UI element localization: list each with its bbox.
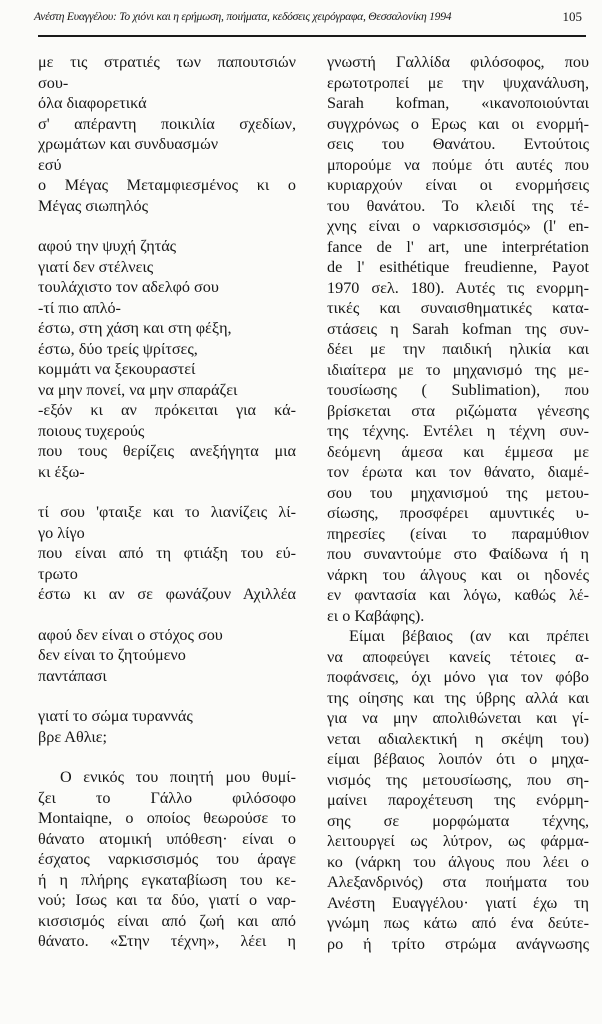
text-line: για να μην απολιθώνεται και γί- — [327, 709, 589, 727]
text-line: κο (νάρκη του άλγους που λέει ο — [327, 852, 589, 871]
text-line: που συναντούμε στο Φαίδωνα ή η — [327, 545, 589, 563]
text-line: βρε Αθλιε; — [38, 727, 108, 746]
right-column — [327, 52, 589, 954]
text-line: αφού δεν είναι ο στόχος σου — [38, 625, 223, 644]
text-line: Αλεξανδρινός) στα ποιήματα του — [327, 873, 589, 891]
text-line: γιατί το σώμα τυραννάς — [38, 707, 193, 725]
text-line: τί σου 'φταιξε και το λιανίζεις λί- — [38, 503, 296, 521]
text-line: αφού την ψυχή ζητάς — [38, 237, 177, 255]
text-line: εσύ — [38, 155, 62, 174]
text-line: γνωστή Γαλλίδα φιλόσοφος, που — [327, 53, 589, 71]
text-line: ποφάνσεις, όχι μόνο για τον φόβο — [327, 668, 589, 686]
stanza-gap — [38, 747, 296, 767]
text-line: Montaiqne, ο οποίος θεωρούσε το — [38, 809, 296, 827]
text-line: κομμάτι να ξεκουραστεί — [38, 360, 196, 378]
text-line: γο λίγο — [38, 523, 85, 542]
text-line: θάνατο ατομική υπόθεση· είναι ο — [38, 829, 296, 848]
text-line: χνης είναι ο ναρκισσισμός» (l' en- — [327, 217, 589, 235]
running-title: Ανέστη Ευαγγέλου: Το χιόνι και η ερήμωση, ποιήματα, κεδόσεις χειρόγραφα, Θεσσαλονίκη 1994 — [34, 10, 452, 23]
text-line: γιατί δεν στέλνεις — [38, 257, 154, 276]
text-line: τρωτο — [38, 564, 78, 583]
text-line: μαίνει παροχέτευση της ενόρμη- — [327, 791, 589, 809]
text-line: έσχατος ναρκισσισμός του άραγε — [38, 850, 296, 868]
text-line: με τις στρατιές των παπουτσιών — [38, 53, 296, 71]
text-line: συγχρόνως ο Ερως και οι ενορμή- — [327, 114, 589, 133]
left-column — [38, 52, 296, 952]
text-line: είμαι βέβαιος λοιπόν ότι ο μηχα- — [327, 750, 589, 768]
text-line: κυριαρχούν είναι οι ενορμήσεις — [327, 176, 589, 194]
text-line: σης σε μορφώματα τέχνης, — [327, 811, 589, 830]
text-line: ει ο Καβάφης). — [327, 606, 425, 625]
text-line: βρίσκεται στα ριζώματα γένεσης — [327, 401, 589, 420]
page-header — [34, 8, 582, 30]
stanza-gap — [38, 686, 296, 706]
text-line: τον έρωτα και τον θάνατο, διαμέ- — [327, 463, 589, 481]
header-rule — [38, 35, 586, 37]
text-line: που είναι από τη φτιάξη του εύ- — [38, 544, 296, 562]
text-line: de l' esithétique freudienne, Payot — [327, 258, 589, 276]
text-line: κι έξω- — [38, 462, 85, 481]
text-line: νού; Ισως και τα δύο, γιατί ο ναρ- — [38, 891, 296, 909]
stanza-gap — [38, 482, 296, 502]
text-line: σίωσης, προσφέρει αμυντικές υ- — [327, 504, 589, 522]
text-line: ή η πλήρης εγκαταβίωση του κε- — [38, 870, 296, 889]
text-line: Είμαι βέβαιος (αν και πρέπει — [349, 627, 589, 645]
text-line: νεται αδιαλεκτική η σκέψη του) — [327, 729, 589, 748]
text-line: κισσισμός είναι από ζωή και από — [38, 911, 296, 930]
text-line: σου- — [38, 73, 69, 92]
text-line: έστω, στη χάση και στη φέξη, — [38, 319, 232, 337]
text-line: σεις του Θανάτου. Εντούτοις — [327, 135, 589, 153]
text-line: νάρκη του άλγους και οι ηδονές — [327, 565, 589, 584]
text-line: του θανάτου. Το κλειδί της τέ- — [327, 196, 589, 215]
text-line: έστω, δύο τρείς ψρίτσες, — [38, 339, 198, 358]
text-line: ρο ή τρίτο στρώμα ανάγνωσης — [327, 934, 589, 953]
text-line: θάνατο. «Στην τέχνη», λέει η — [38, 932, 296, 950]
text-line: τικές και συναισθηματικές κατα- — [327, 299, 589, 317]
text-line: γνώμη πως κάτω από ένα δεύτε- — [327, 914, 589, 932]
page-number: 105 — [562, 9, 582, 24]
text-line: ιδιαίτερα με το μηχανισμό της με- — [327, 360, 589, 379]
text-line: όλα διαφορετικά — [38, 94, 147, 112]
text-line: δεόμενη άμεσα και έμμεσα με — [327, 442, 589, 461]
text-line: Ο ενικός του ποιητή μου θυμί- — [60, 768, 296, 786]
text-line: ο Μέγας Μεταμφιεσμένος κι ο — [38, 176, 296, 194]
stanza-gap — [38, 216, 296, 236]
text-line: νισμός της μετουσίωσης, που ση- — [327, 770, 589, 789]
text-line: λειτουργεί ως λύτρον, ως φάρμα- — [327, 832, 589, 850]
text-line: σ' απέραντη ποικιλία σχεδίων, — [38, 114, 296, 133]
text-line: στάσεις η Sarah kofman της συν- — [327, 319, 589, 338]
text-line: της οίησης και της ύβρης αλλά και — [327, 688, 589, 707]
text-line: δέει με την παιδική ηλικία και — [327, 340, 589, 358]
text-line: να μην πονεί, να μην σπαράζει — [38, 380, 238, 399]
text-line: Sarah kofman, «ικανοποιούνται — [327, 94, 589, 112]
text-line: 1970 σελ. 180). Αυτές τις ενορμη- — [327, 278, 589, 297]
text-line: πηρεσίες (είναι το παραμύθιον — [327, 524, 589, 543]
text-line: σου του μηχανισμού της μετου- — [327, 483, 589, 502]
text-line: ποιους τυχερούς — [38, 421, 145, 440]
text-line: χρωμάτων και συνδυασμών — [38, 135, 219, 153]
text-line: εν φαντασία και λόγω, καθώς λέ- — [327, 586, 589, 604]
text-line: -εξόν κι αν πρόκειται για κά- — [38, 401, 296, 419]
text-line: fance de l' art, une interprétation — [327, 237, 589, 256]
text-line: τουλάχιστο τον αδελφό σου — [38, 278, 219, 296]
text-line: ζει το Γάλλο φιλόσοφο — [38, 788, 296, 807]
text-line: δεν είναι το ζητούμενο — [38, 646, 186, 664]
text-line: -τί πιο απλό- — [38, 298, 121, 317]
text-line: παντάπασι — [38, 666, 107, 685]
text-line: ερωτοτροπεί με την ψυχανάλυση, — [327, 73, 589, 92]
text-line: Ανέστη Ευαγγέλου· γιατί έχω τη — [327, 893, 589, 912]
text-line: έστω κι αν σε φωνάζουν Αχιλλέα — [38, 585, 296, 603]
text-line: να αποφεύγει κανείς τέτοιες α- — [327, 647, 589, 666]
text-line: τουσίωσης ( Sublimation), που — [327, 381, 589, 399]
text-line: που τους θερίζεις ανεξήγητα μια — [38, 442, 296, 460]
text-line: Μέγας σιωπηλός — [38, 196, 149, 215]
text-line: μπορούμε να πούμε ότι αυτές που — [327, 155, 589, 174]
text-line: της τέχνης. Εντέλει η τέχνη συν- — [327, 422, 589, 440]
stanza-gap — [38, 605, 296, 625]
